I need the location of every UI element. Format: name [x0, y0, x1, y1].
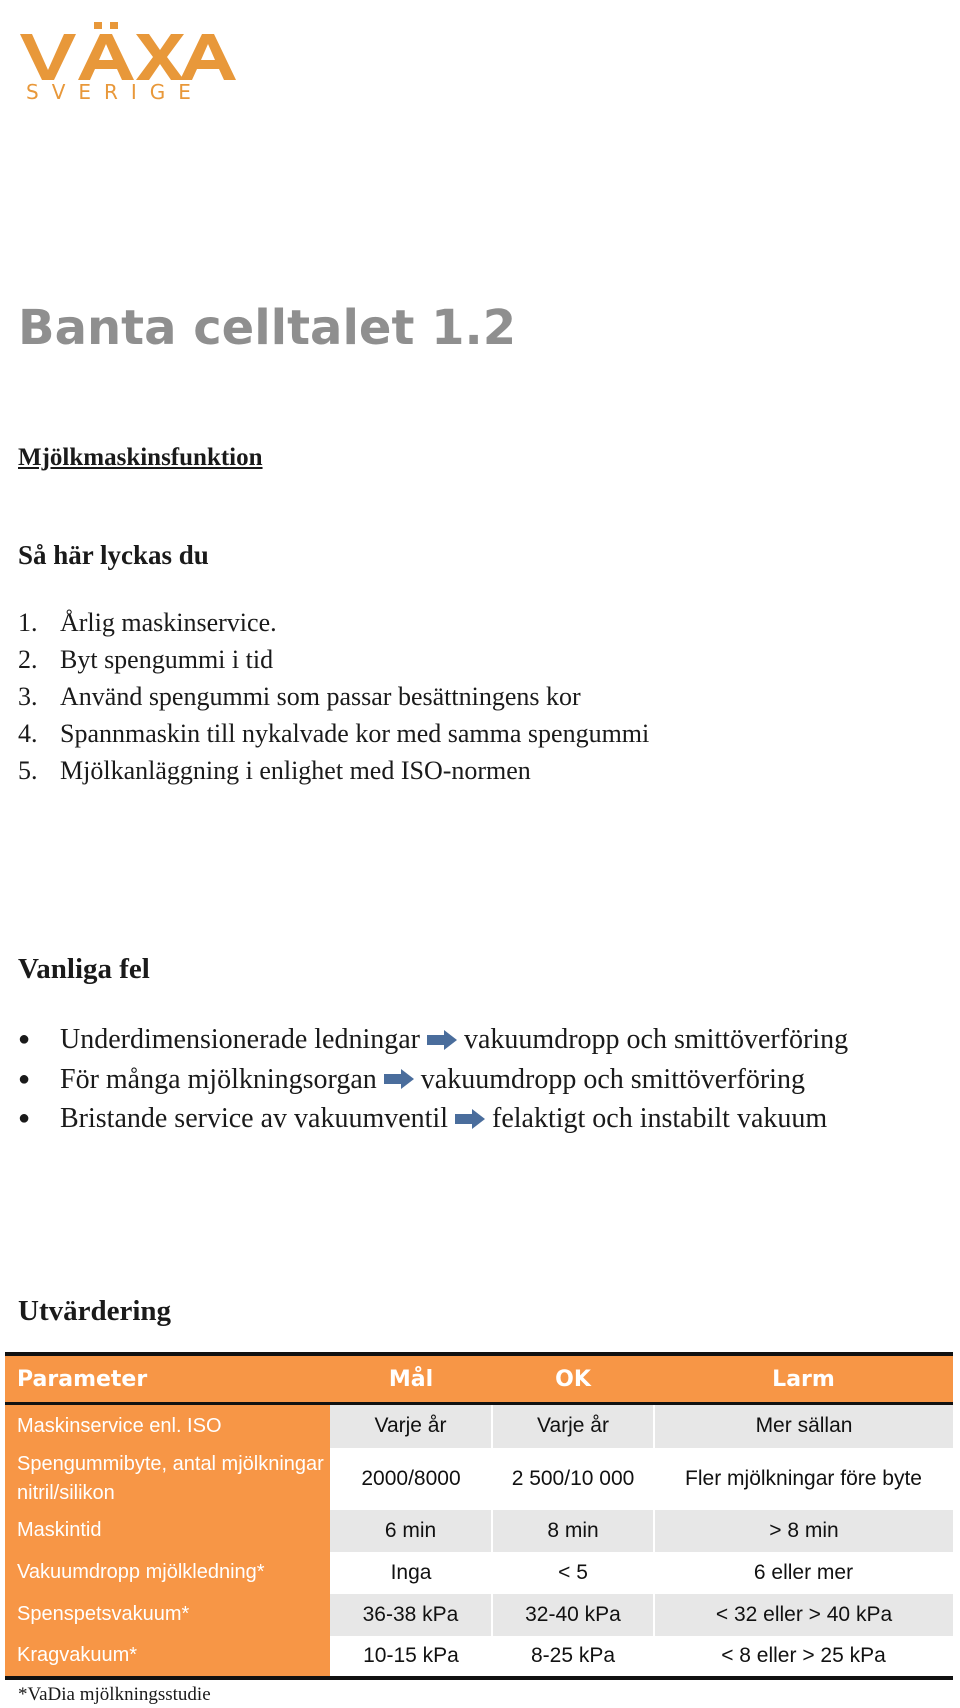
list-item: [18, 1060, 848, 1100]
larm-cell: > 8 min: [654, 1510, 953, 1552]
table-row: [5, 1510, 953, 1552]
error-cause: För många mjölkningsorgan: [60, 1063, 377, 1095]
errors-list: [18, 1020, 848, 1139]
list-item: [18, 1099, 848, 1139]
column-header: Mål: [330, 1354, 492, 1404]
mal-cell: Varje år: [330, 1404, 492, 1448]
ok-cell: 2 500/10 000: [492, 1448, 654, 1510]
ok-cell: 8-25 kPa: [492, 1636, 654, 1678]
param-cell: Spenspetsvakuum*: [5, 1594, 330, 1636]
ok-cell: < 5: [492, 1552, 654, 1594]
list-item: [18, 715, 649, 752]
logo-subtitle: SVERIGE: [26, 80, 204, 104]
list-item: [18, 641, 649, 678]
larm-cell: 6 eller mer: [654, 1552, 953, 1594]
list-text: Spannmaskin till nykalvade kor med samma spengummi: [60, 719, 650, 748]
ok-cell: 8 min: [492, 1510, 654, 1552]
column-header: OK: [492, 1354, 654, 1404]
list-item: [18, 752, 649, 789]
list-text: Mjölkanläggning i enlighet med ISO-normen: [60, 756, 531, 785]
mal-cell: 2000/8000: [330, 1448, 492, 1510]
arrow-right-icon: [454, 1108, 486, 1130]
section-heading: Mjölkmaskinsfunktion: [18, 444, 263, 471]
column-header: Larm: [654, 1354, 953, 1404]
success-list: [18, 604, 649, 789]
list-number: 1.: [18, 608, 38, 637]
column-header: Parameter: [5, 1354, 330, 1404]
table-row: [5, 1594, 953, 1636]
arrow-right-icon: [383, 1068, 415, 1090]
evaluation-heading: Utvärdering: [18, 1295, 172, 1327]
errors-heading: Vanliga fel: [18, 953, 150, 985]
list-item: [18, 1020, 848, 1060]
mal-cell: Inga: [330, 1552, 492, 1594]
table-row: [5, 1552, 953, 1594]
evaluation-table: [5, 1352, 953, 1680]
footnote: *VaDia mjölkningsstudie: [18, 1684, 211, 1705]
list-item: [18, 678, 649, 715]
table-row: [5, 1636, 953, 1678]
table-row: [5, 1448, 953, 1510]
list-item: [18, 604, 649, 641]
larm-cell: Fler mjölkningar före byte: [654, 1448, 953, 1510]
param-cell: Maskintid: [5, 1510, 330, 1552]
param-cell: Vakuumdropp mjölkledning*: [5, 1552, 330, 1594]
larm-cell: Mer sällan: [654, 1404, 953, 1448]
error-effect: vakuumdropp och smittöverföring: [463, 1024, 849, 1055]
param-cell: Kragvakuum*: [5, 1636, 330, 1678]
list-number: 4.: [18, 719, 38, 748]
success-heading: Så här lyckas du: [18, 540, 209, 570]
table-row: [5, 1404, 953, 1448]
vaxa-logo: [16, 14, 246, 104]
table-header-row: [5, 1354, 953, 1404]
ok-cell: Varje år: [492, 1404, 654, 1448]
list-text: Byt spengummi i tid: [60, 645, 274, 674]
error-effect: felaktigt och instabilt vakuum: [492, 1103, 828, 1134]
list-text: Använd spengummi som passar besättningens kor: [60, 682, 581, 711]
mal-cell: 36-38 kPa: [330, 1594, 492, 1636]
param-cell: Spengummibyte, antal mjölkningar nitril/silikon: [5, 1448, 330, 1510]
larm-cell: < 8 eller > 25 kPa: [654, 1636, 953, 1678]
error-cause: Underdimensionerade ledningar: [60, 1024, 420, 1055]
error-cause: Bristande service av vakuumventil: [60, 1103, 448, 1134]
mal-cell: 6 min: [330, 1510, 492, 1552]
error-effect: vakuumdropp och smittöverföring: [420, 1063, 805, 1095]
ok-cell: 32-40 kPa: [492, 1594, 654, 1636]
list-number: 3.: [18, 682, 38, 711]
bullet-icon: ●: [18, 1028, 31, 1050]
list-text: Årlig maskinservice.: [60, 608, 277, 637]
param-cell: Maskinservice enl. ISO: [5, 1404, 330, 1448]
list-number: 5.: [18, 756, 38, 785]
bullet-icon: ●: [18, 1067, 31, 1090]
list-number: 2.: [18, 645, 38, 674]
larm-cell: < 32 eller > 40 kPa: [654, 1594, 953, 1636]
bullet-icon: ●: [18, 1107, 31, 1129]
page-title: Banta celltalet 1.2: [18, 300, 517, 356]
arrow-right-icon: [426, 1029, 458, 1051]
mal-cell: 10-15 kPa: [330, 1636, 492, 1678]
